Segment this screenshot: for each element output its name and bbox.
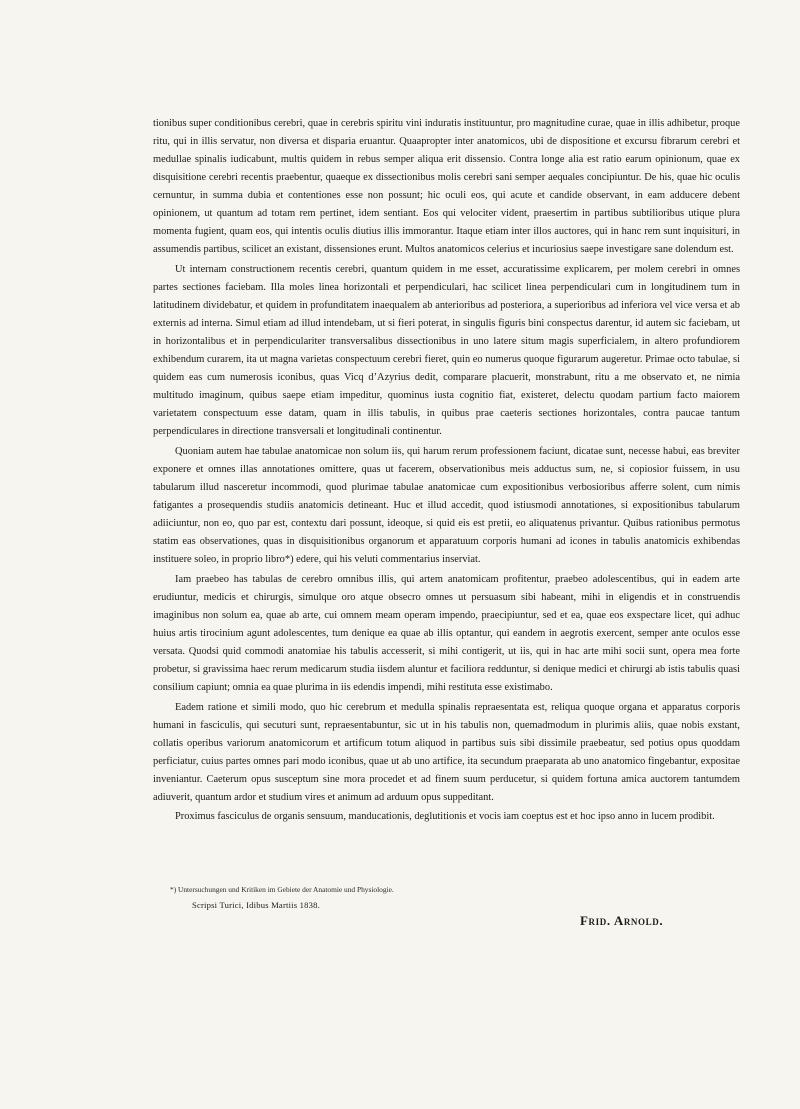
- paragraph-3: Quoniam autem hae tabulae anatomicae non solum iis, qui harum rerum professionem faciunt, dicatae sunt, necesse habui, eas breviter exponere et omnes illas annotationes omittere, quas ut facerem, observationibus meis adductus sum, ne, si copiosior fuissem, in usu tabularum illud nasceretur incommodi, quod plurimae tabulae anatomicae cum expositionibus verbosioribus afferre solent, cum nimis fatigantes a prosequendis studiis anatomicis detineant. Huc et illud accedit, quod istiusmodi annotationes, si expositionibus tabularum adiiciuntur, non eo, quo par est, contextu dari possunt, ideoque, si quid eis est pretii, eo aliquatenus privantur. Quibus rationibus permotus statim eas observationes, quas in disquisitionibus organorum et apparatuum corporis humani ad icones in tabulis anatomicis exhibendas instituere soleo, in proprio libro*) edere, qui his veluti commentarius inserviat.: [153, 445, 740, 566]
- body-text: [153, 115, 740, 828]
- footnote: *) Untersuchungen und Kritiken im Gebiete der Anatomie und Physiologie.: [170, 885, 394, 894]
- dateline: Scripsi Turici, Idibus Martiis 1838.: [192, 900, 320, 910]
- paragraph-2: Ut internam constructionem recentis cerebri, quantum quidem in me esset, accuratissime explicarem, per molem cerebri in omnes partes sectiones faciebam. Illa moles linea horizontali et perpendiculari, hac scilicet linea perpendiculari cum in longitudinem tum in latitudinem dividebatur, et quidem in profunditatem inaequalem ab anterioribus ad posteriora, a superioribus ad inferiora vel vice versa et ab externis ad interna. Simul etiam ad illud intendebam, ut si fieri poterat, in singulis figuris bini conspectus darentur, id autem sic faciebam, ut in horizontalibus et in perpendiculariter transversalibus dissectionibus in uno latere situm magis superficialem, in altero profundiorem exhibendum curarem, ita ut magna varietas conspectuum cerebri fieret, quin eo numerus quoque figurarum augeretur. Primae octo tabulae, si quidem eas cum numerosis iconibus, quas Vicq d’Azyrius dedit, comparare placuerit, monstrabunt, ritu a me observato et, ne nimia multitudo imaginum, quibus saepe etiam impeditur, quominus iusta cognitio fiat, existeret, delectu quodam partium facto maiorem varietatem conspectuum esse datam, quam in illis tabulis, in quibus prae caeteris sectiones horizontales, contra paucae tantum perpendiculares in directione transversali et longitudinali continentur.: [153, 263, 740, 438]
- paragraph-6: Proximus fasciculus de organis sensuum, manducationis, deglutitionis et vocis iam coeptus est et hoc ipso anno in lucem prodibit.: [175, 811, 715, 823]
- paragraph-1: tionibus super conditionibus cerebri, quae in cerebris spiritu vini induratis instituuntur, pro magnitudine curae, quae in illis adhibetur, proque ritu, qui in illis servatur, non diversa et disparia eruantur. Quaapropter inter anatomicos, ubi de dispositione et excursu fibrarum cerebri et medullae spinalis iudicabunt, multis quidem in rebus semper aliqua erit dissensio. Contra longe alia est ratio earum opinionum, quae ex disquisitione cerebri recentis praebentur, quaeque ex dissectionibus molis cerebri sani semper aequales concipiuntur. De his, quae hic oculis cernuntur, in summa dubia et contentiones esse non possunt; hic oculi eos, qui acute et candide observant, in eam adducere debent opinionem, ut quantum ad totam rem pertinet, idem sentiant. Eos qui velociter vident, praesertim in partibus subtilioribus utique plura momenta fugient, quam eos, qui intentis oculis diutius illis immorantur. Itaque etiam inter illos auctores, qui in hanc rem sunt inquisituri, in assumendis partibus, scilicet an existant, dissensiones erunt. Multos anatomicos celerius et incuriosius saepe investigare sane dolendum est.: [153, 118, 740, 256]
- author-signature: Frid. Arnold.: [580, 913, 664, 928]
- paragraph-4: Iam praebeo has tabulas de cerebro omnibus illis, qui artem anatomicam profitentur, praebeo adolescentibus, qui in eadem arte erudiuntur, medicis et chirurgis, simulque oro atque obsecro omnes ut persuasum sibi habeant, mihi in eligendis et in construendis imaginibus non solum ea, quae ab arte, cui omnem meam operam impendo, praecipiuntur, sed et ea, quae eos exspectare licet, qui adhuc huius artis tirocinium agunt adolescentes, tum denique ea quae ab illis optantur, qui eandem in aegrotis exercent, semper ante oculos esse versata. Quodsi quid commodi anatomiae his tabulis accesserit, si mihi contigerit, ut iis, qui in hac arte mihi socii sunt, opera mea forte probetur, si gravissima haec rerum medicarum studia iisdem aluntur et faciliora redduntur, si denique medici et chirurgi ab istis tabulis quasi consilium capiunt; omnia ea quae plurima in iis edendis impendi, mihi restituta esse existimabo.: [153, 573, 740, 693]
- paragraph-5: Eadem ratione et simili modo, quo hic cerebrum et medulla spinalis repraesentata est, reliqua quoque organa et apparatus corporis humani in fasciculis, qui secuturi sunt, repraesentabuntur, sic ut in his tabulis non, quemadmodum in plurimis aliis, quae nobis exstant, collatis operibus variorum anatomicorum et artificum totum aliquod in partibus suis sibi dissimile praebeatur, sed potius opus quoddam perficiatur, cuius partes omnes pari modo iconibus, quae ut ab uno artifice, ita secundum praeparata ab uno anatomico fingebantur, expositae inveniantur. Caeterum opus susceptum sine mora procedet et ad finem suum perducetur, si quidem fortuna amica auctorem tantumdem adiuverit, quantum ardor et studium vires et animum ad arduum opus suppeditant.: [153, 701, 740, 803]
